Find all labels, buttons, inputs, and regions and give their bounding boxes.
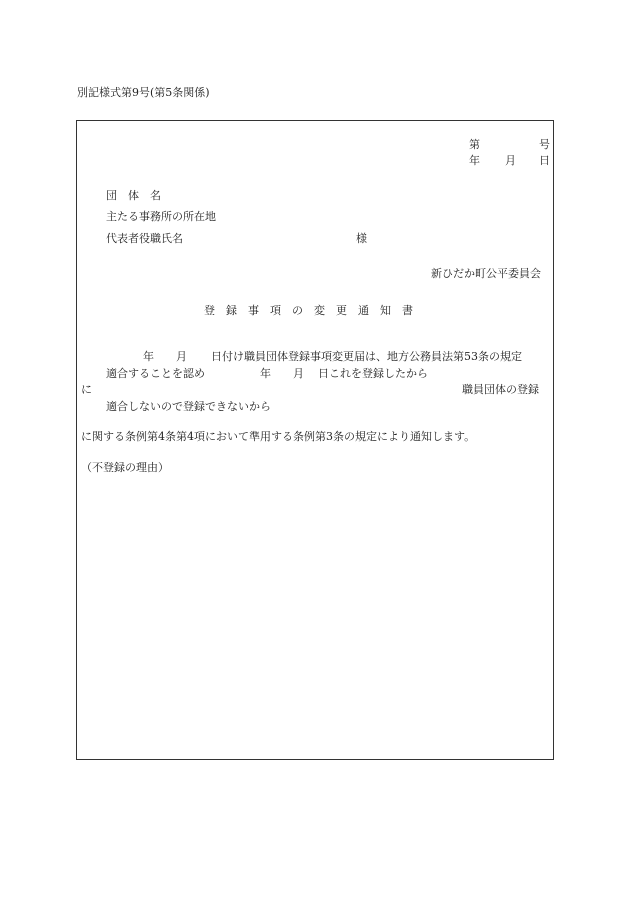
honorific: 様 bbox=[356, 232, 367, 245]
body-line1-text: 日付け職員団体登録事項変更届は、地方公務員法第53条の規定 bbox=[211, 350, 522, 363]
issuer-name: 新ひだか町公平委員会 bbox=[431, 267, 541, 280]
date-month: 月 bbox=[505, 154, 516, 167]
date-year: 年 bbox=[469, 154, 480, 167]
body-line2-month: 月 bbox=[293, 367, 304, 380]
date-day: 日 bbox=[539, 154, 550, 167]
form-label: 別記様式第9号(第5条関係) bbox=[77, 86, 210, 99]
body-line5-text: に関する条例第4条第4項において準用する条例第3条の規定により通知します。 bbox=[81, 430, 476, 443]
office-location-label: 主たる事務所の所在地 bbox=[106, 210, 216, 223]
body-line1-year: 年 bbox=[143, 350, 154, 363]
body-line1-month: 月 bbox=[176, 350, 187, 363]
body-option-reject: 適合しないので登録できないから bbox=[106, 400, 271, 413]
body-line3-right: 職員団体の登録 bbox=[462, 383, 539, 396]
body-line2-year: 年 bbox=[260, 367, 271, 380]
document-title: 登 録 事 項 の 変 更 通 知 書 bbox=[204, 304, 413, 317]
body-option-approve: 適合することを認め bbox=[106, 367, 205, 380]
refusal-reason-label: （不登録の理由） bbox=[81, 461, 169, 474]
representative-label: 代表者役職氏名 bbox=[106, 232, 183, 245]
body-line2-text: 日これを登録したから bbox=[318, 367, 428, 380]
body-line3-left: に bbox=[81, 383, 92, 396]
org-name-label: 団 体 名 bbox=[106, 189, 161, 202]
number-suffix: 号 bbox=[539, 138, 550, 151]
number-prefix: 第 bbox=[469, 138, 480, 151]
